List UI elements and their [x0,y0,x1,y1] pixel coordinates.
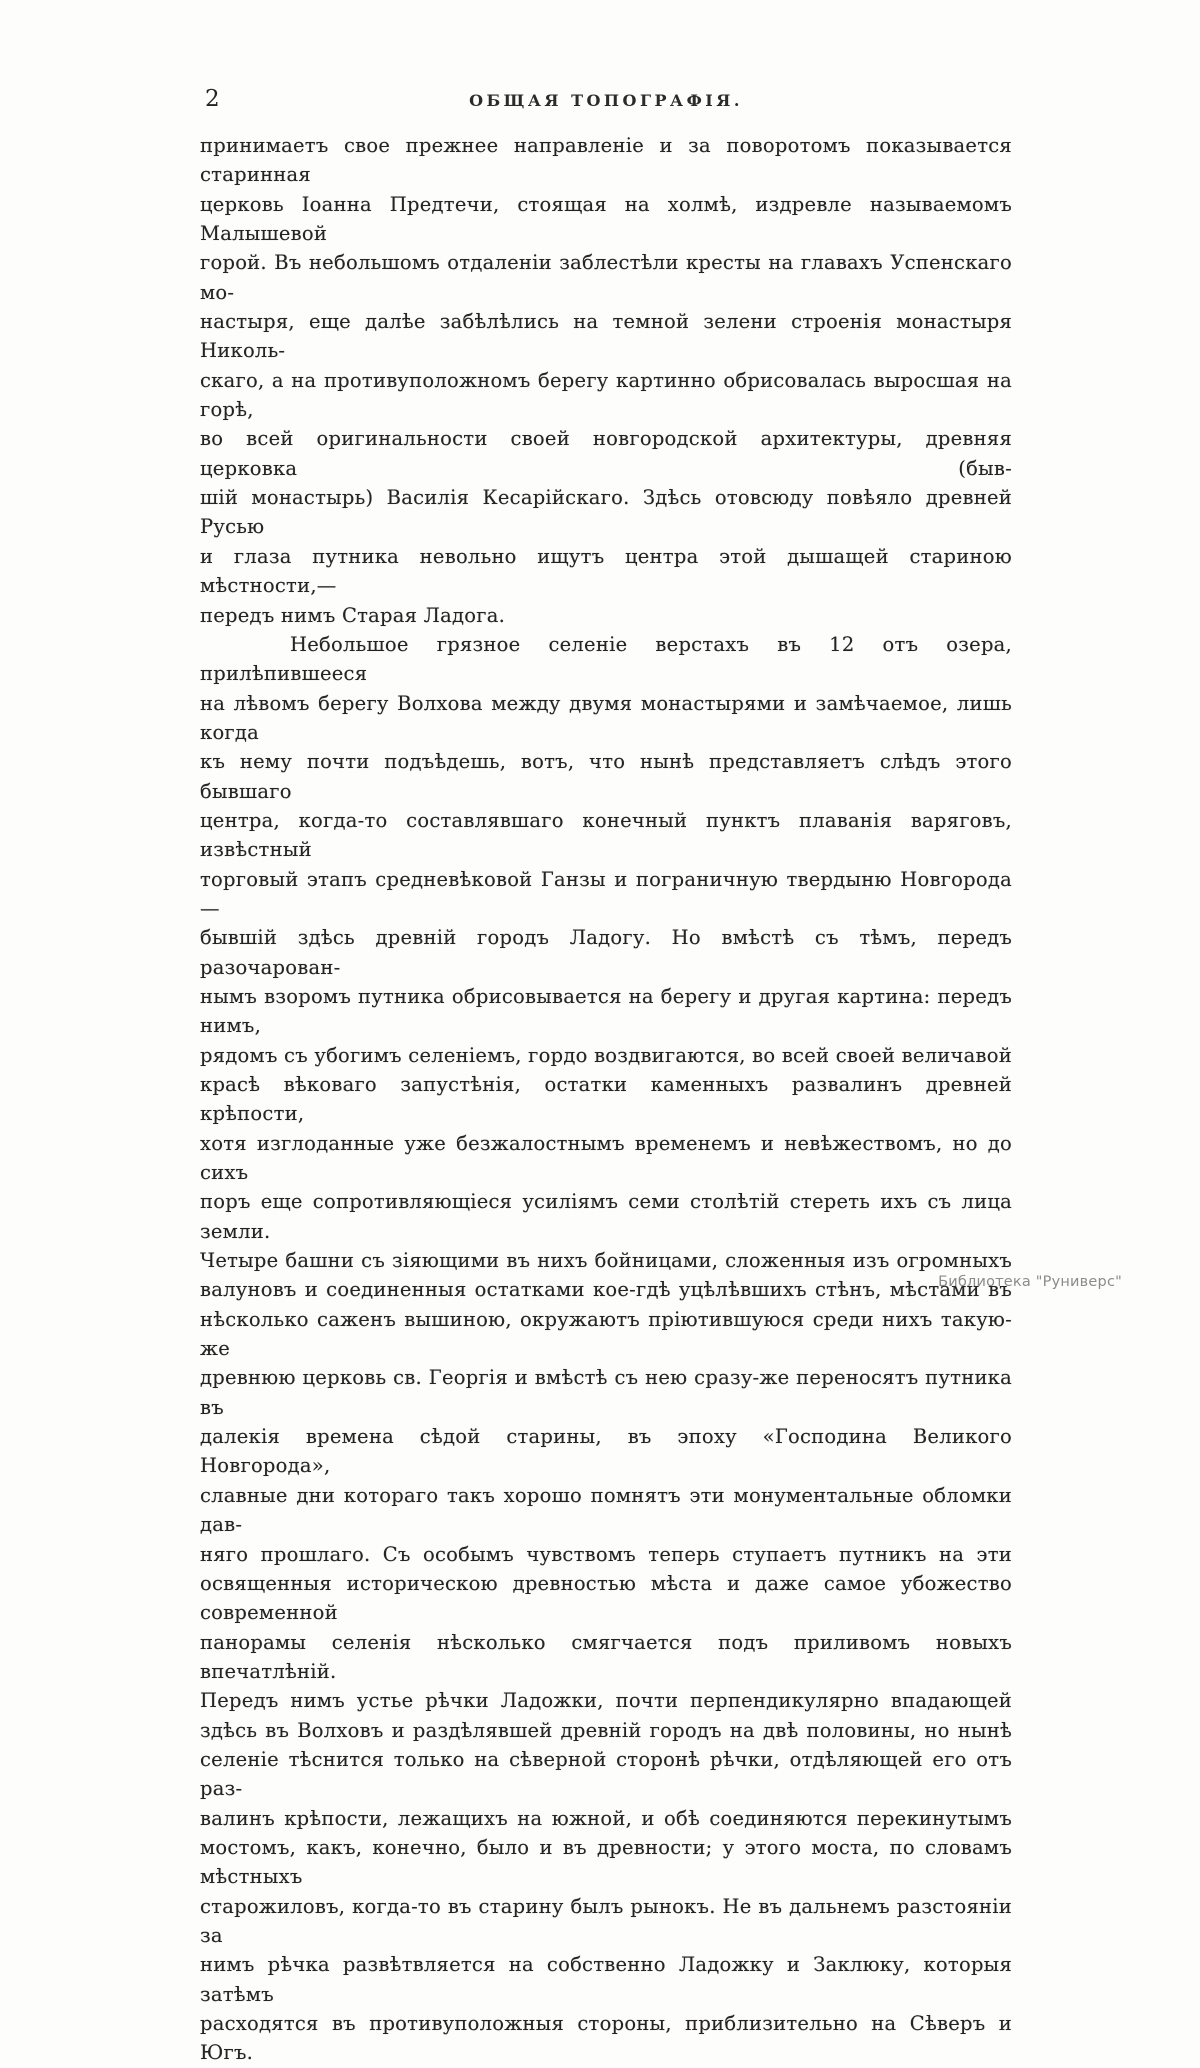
text-line: церковь Іоанна Предтечи, стоящая на холмѣ, издревле называемомъ Малышевой [200,192,1012,246]
text-line: красѣ вѣковаго запустѣнія, остатки каменныхъ развалинъ древней крѣпости, [200,1073,1012,1126]
text-line: и глаза путника невольно ищутъ центра этой дышащей стариною мѣстности,— [200,544,1012,598]
text-line: рядомъ съ убогимъ селеніемъ, гордо воздвигаются, во всей своей величавой [200,1043,1012,1067]
text-line: няго прошлаго. Съ особымъ чувствомъ теперь ступаетъ путникъ на эти [200,1542,1012,1566]
page-header [200,86,1012,116]
text-line: на лѣвомъ берегу Волхова между двумя монастырями и замѣчаемое, лишь когда [200,691,1012,744]
text-line: освященныя историческою древностью мѣста и даже самое убожество современной [200,1571,1012,1625]
text-line: мостомъ, какъ, конечно, было и въ древности; у этого моста, по словамъ мѣстныхъ [200,1835,1012,1889]
text-line: во всей оригинальности своей новгородской архитектуры, древняя церковка (быв- [200,427,1012,480]
running-title: ОБЩАЯ ТОПОГРАФІЯ. [469,91,743,110]
text-line: передъ нимъ Старая Ладога. [200,603,506,627]
text-line: центра, когда-то составлявшаго конечный пунктъ плаванія варяговъ, извѣстный [200,808,1012,862]
paragraph [200,131,1012,630]
text-line: валуновъ и соединенныя остатками кое-гдѣ уцѣлѣвшихъ стѣнъ, мѣстами въ [200,1278,1012,1302]
text-line: древнюю церковь св. Георгія и вмѣстѣ съ нею сразу-же переносятъ путника въ [200,1366,1012,1419]
text-line: нѣсколько саженъ вышиною, окружаютъ пріютившуюся среди нихъ такую-же [200,1307,1012,1361]
text-line: скаго, а на противуположномъ берегу картинно обрисовалась выросшая на горѣ, [200,368,1012,422]
text-line: селеніе тѣснится только на сѣверной сторонѣ рѣчки, отдѣляющей его отъ раз- [200,1747,1012,1801]
text-line: Небольшое грязное селеніе верстахъ въ 12 отъ озера, прилѣпившееся [200,632,1012,686]
text-line: Четыре башни съ зіяющими въ нихъ бойницами, сложенныя изъ огромныхъ [200,1249,1012,1273]
text-line: къ нему почти подъѣдешь, вотъ, что нынѣ представляетъ слѣдъ этого бывшаго [200,750,1012,803]
text-line: торговый этапъ средневѣковой Ганзы и пограничную твердыню Новгорода— [200,867,1012,920]
text-line: бывшій здѣсь древній городъ Ладогу. Но вмѣстѣ съ тѣмъ, передъ разочарован- [200,926,1012,979]
paragraph [200,630,1012,2068]
text-line: шій монастырь) Василія Кесарійскаго. Здѣсь отовсюду повѣяло древней Русью [200,486,1012,539]
text-line: расходятся въ противуположныя стороны, приблизительно на Сѣверъ и Югъ. [200,2012,1012,2065]
text-line: настыря, еще далѣе забѣлѣлись на темной зелени строенія монастыря Николь- [200,310,1012,363]
text-line: хотя изглоданные уже безжалостнымъ временемъ и невѣжествомъ, но до сихъ [200,1131,1012,1185]
text-line: Передъ нимъ устье рѣчки Ладожки, почти перпендикулярно впадающей [200,1689,1012,1713]
text-line: старожиловъ, когда-то въ старину былъ рынокъ. Не въ дальнемъ разстояніи за [200,1894,1012,1947]
text-line: принимаетъ свое прежнее направленіе и за поворотомъ показывается старинная [200,134,1012,187]
text-line: горой. Въ небольшомъ отдаленіи заблестѣли кресты на главахъ Успенскаго мо- [200,251,1012,304]
library-watermark: Библиотека "Руниверс" [938,1274,1122,1290]
text-line: панорамы селенія нѣсколько смягчается подъ приливомъ новыхъ впечатлѣній. [200,1630,1012,1683]
text-line: нимъ рѣчка развѣтвляется на собственно Ладожку и Заклюку, которыя затѣмъ [200,1953,1012,2006]
text-line: валинъ крѣпости, лежащихъ на южной, и обѣ соединяются перекинутымъ [200,1806,1012,1830]
text-line: славные дни котораго такъ хорошо помнятъ эти монументальные обломки дав- [200,1483,1012,1537]
text-line: нымъ взоромъ путника обрисовывается на берегу и другая картина: передъ нимъ, [200,984,1012,1038]
text-line: поръ еще сопротивляющіеся усиліямъ семи столѣтій стереть ихъ съ лица земли. [200,1190,1012,1243]
text-line: здѣсь въ Волховъ и раздѣлявшей древній городъ на двѣ половины, но нынѣ [200,1718,1012,1742]
text-line: далекія времена сѣдой старины, въ эпоху «Господина Великого Новгорода», [200,1425,1012,1478]
page-number: 2 [205,86,221,112]
text-block [200,131,1012,2068]
